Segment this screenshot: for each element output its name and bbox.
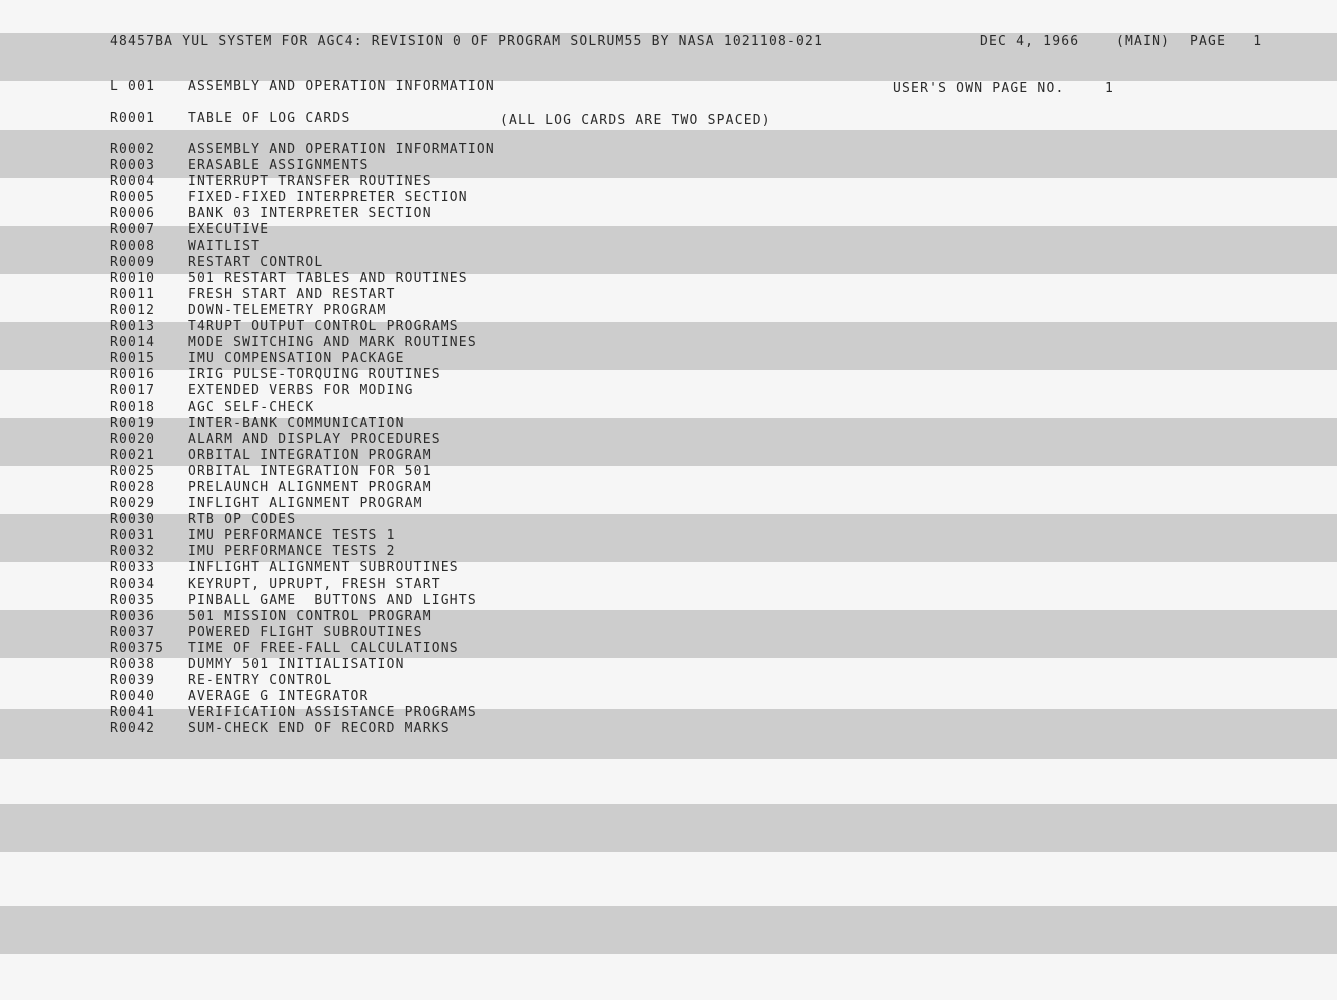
log-card-description: INFLIGHT ALIGNMENT SUBROUTINES (188, 560, 459, 576)
log-card-description: T4RUPT OUTPUT CONTROL PROGRAMS (188, 319, 459, 335)
log-card-description: AVERAGE G INTEGRATOR (188, 689, 369, 705)
log-card-description: AGC SELF-CHECK (188, 399, 315, 415)
log-card-description: RE-ENTRY CONTROL (188, 673, 333, 689)
log-card-code: R0015 (110, 351, 156, 367)
table-header-title: TABLE OF LOG CARDS (188, 111, 351, 126)
log-code: L 001 (110, 79, 156, 94)
log-card-code: R0039 (110, 673, 156, 689)
log-card-description: KEYRUPT, UPRUPT, FRESH START (188, 576, 441, 592)
log-card-code: R0016 (110, 367, 156, 383)
log-card-description: BANK 03 INTERPRETER SECTION (188, 206, 432, 222)
header-page (1190, 34, 1262, 50)
log-card-code: R0006 (110, 206, 156, 222)
log-card-code: R0003 (110, 158, 156, 174)
log-card-description: INFLIGHT ALIGNMENT PROGRAM (188, 496, 423, 512)
log-card-code: R0008 (110, 238, 156, 254)
log-card-code: R0004 (110, 174, 156, 190)
log-card-description: RTB OP CODES (188, 512, 297, 528)
log-card-code: R0007 (110, 222, 156, 238)
table-header-note: (ALL LOG CARDS ARE TWO SPACED) (500, 113, 771, 128)
log-card-code: R0019 (110, 415, 156, 431)
log-card-code: R0013 (110, 319, 156, 335)
log-card-code: R0005 (110, 190, 156, 206)
log-card-description: DUMMY 501 INITIALISATION (188, 657, 405, 672)
log-title: ASSEMBLY AND OPERATION INFORMATION (188, 79, 495, 94)
log-card-code: R0009 (110, 254, 156, 270)
log-card-description: MODE SWITCHING AND MARK ROUTINES (188, 335, 477, 351)
log-card-description: ORBITAL INTEGRATION PROGRAM (188, 447, 432, 463)
log-card-code: R0033 (110, 560, 156, 576)
log-card-code: R0025 (110, 463, 156, 479)
log-card-description: TIME OF FREE-FALL CALCULATIONS (188, 640, 459, 656)
log-card-code: R0040 (110, 689, 156, 705)
log-card-description: EXTENDED VERBS FOR MODING (188, 383, 414, 399)
log-card-description: ERASABLE ASSIGNMENTS (188, 158, 369, 174)
log-card-description: 501 RESTART TABLES AND ROUTINES (188, 270, 468, 286)
log-card-description: FIXED-FIXED INTERPRETER SECTION (188, 190, 468, 206)
log-card-description: ASSEMBLY AND OPERATION INFORMATION (188, 142, 495, 157)
header-section: (MAIN) (1116, 34, 1171, 49)
log-card-code: R0041 (110, 705, 156, 721)
header-date: DEC 4, 1966 (980, 34, 1080, 49)
user-page-number: 1 (1105, 81, 1115, 96)
log-card-code: R0010 (110, 270, 156, 286)
user-page-label: USER'S OWN PAGE NO. (893, 81, 1065, 96)
log-card-description: EXECUTIVE (188, 222, 270, 238)
log-card-description: ORBITAL INTEGRATION FOR 501 (188, 463, 432, 479)
log-card-code: R0011 (110, 286, 156, 302)
log-card-code: R0012 (110, 302, 156, 318)
log-card-description: VERIFICATION ASSISTANCE PROGRAMS (188, 705, 477, 721)
log-card-code: R0017 (110, 383, 156, 399)
log-card-description: INTER-BANK COMMUNICATION (188, 415, 405, 431)
log-card-code: R0035 (110, 592, 156, 608)
log-card-description: PRELAUNCH ALIGNMENT PROGRAM (188, 479, 432, 495)
log-card-code: R0036 (110, 608, 156, 624)
log-card-code: R0038 (110, 657, 156, 672)
log-card-code: R0042 (110, 721, 156, 737)
log-card-description: INTERRUPT TRANSFER ROUTINES (188, 174, 432, 190)
log-card-code: R0030 (110, 512, 156, 528)
table-header-code: R0001 (110, 111, 156, 126)
log-card-code: R0018 (110, 399, 156, 415)
log-card-description: IMU PERFORMANCE TESTS 1 (188, 528, 396, 544)
log-card-description: PINBALL GAME BUTTONS AND LIGHTS (188, 592, 477, 608)
log-card-description: DOWN-TELEMETRY PROGRAM (188, 302, 387, 318)
log-card-code: R0037 (110, 624, 156, 640)
log-card-code: R00375 (110, 640, 165, 656)
log-card-code: R0021 (110, 447, 156, 463)
log-card-code: R0028 (110, 479, 156, 495)
page-label: PAGE (1190, 34, 1227, 49)
header-title: 48457BA YUL SYSTEM FOR AGC4: REVISION 0 OF PROGRAM SOLRUM55 BY NASA 1021108-021 (110, 34, 824, 49)
log-card-description: RESTART CONTROL (188, 254, 324, 270)
log-card-description: IMU PERFORMANCE TESTS 2 (188, 544, 396, 560)
log-card-code: R0014 (110, 335, 156, 351)
log-card-code: R0031 (110, 528, 156, 544)
log-card-description: 501 MISSION CONTROL PROGRAM (188, 608, 432, 624)
log-card-description: ALARM AND DISPLAY PROCEDURES (188, 431, 441, 447)
log-card-code: R0029 (110, 496, 156, 512)
log-card-description: IRIG PULSE-TORQUING ROUTINES (188, 367, 441, 383)
log-card-description: SUM-CHECK END OF RECORD MARKS (188, 721, 450, 737)
log-card-code: R0002 (110, 142, 156, 157)
log-card-description: FRESH START AND RESTART (188, 286, 396, 302)
log-card-code: R0032 (110, 544, 156, 560)
log-card-code: R0020 (110, 431, 156, 447)
log-card-description: POWERED FLIGHT SUBROUTINES (188, 624, 423, 640)
log-card-description: IMU COMPENSATION PACKAGE (188, 351, 405, 367)
log-card-code: R0034 (110, 576, 156, 592)
page-number: 1 (1253, 34, 1263, 49)
log-card-description: WAITLIST (188, 238, 261, 254)
